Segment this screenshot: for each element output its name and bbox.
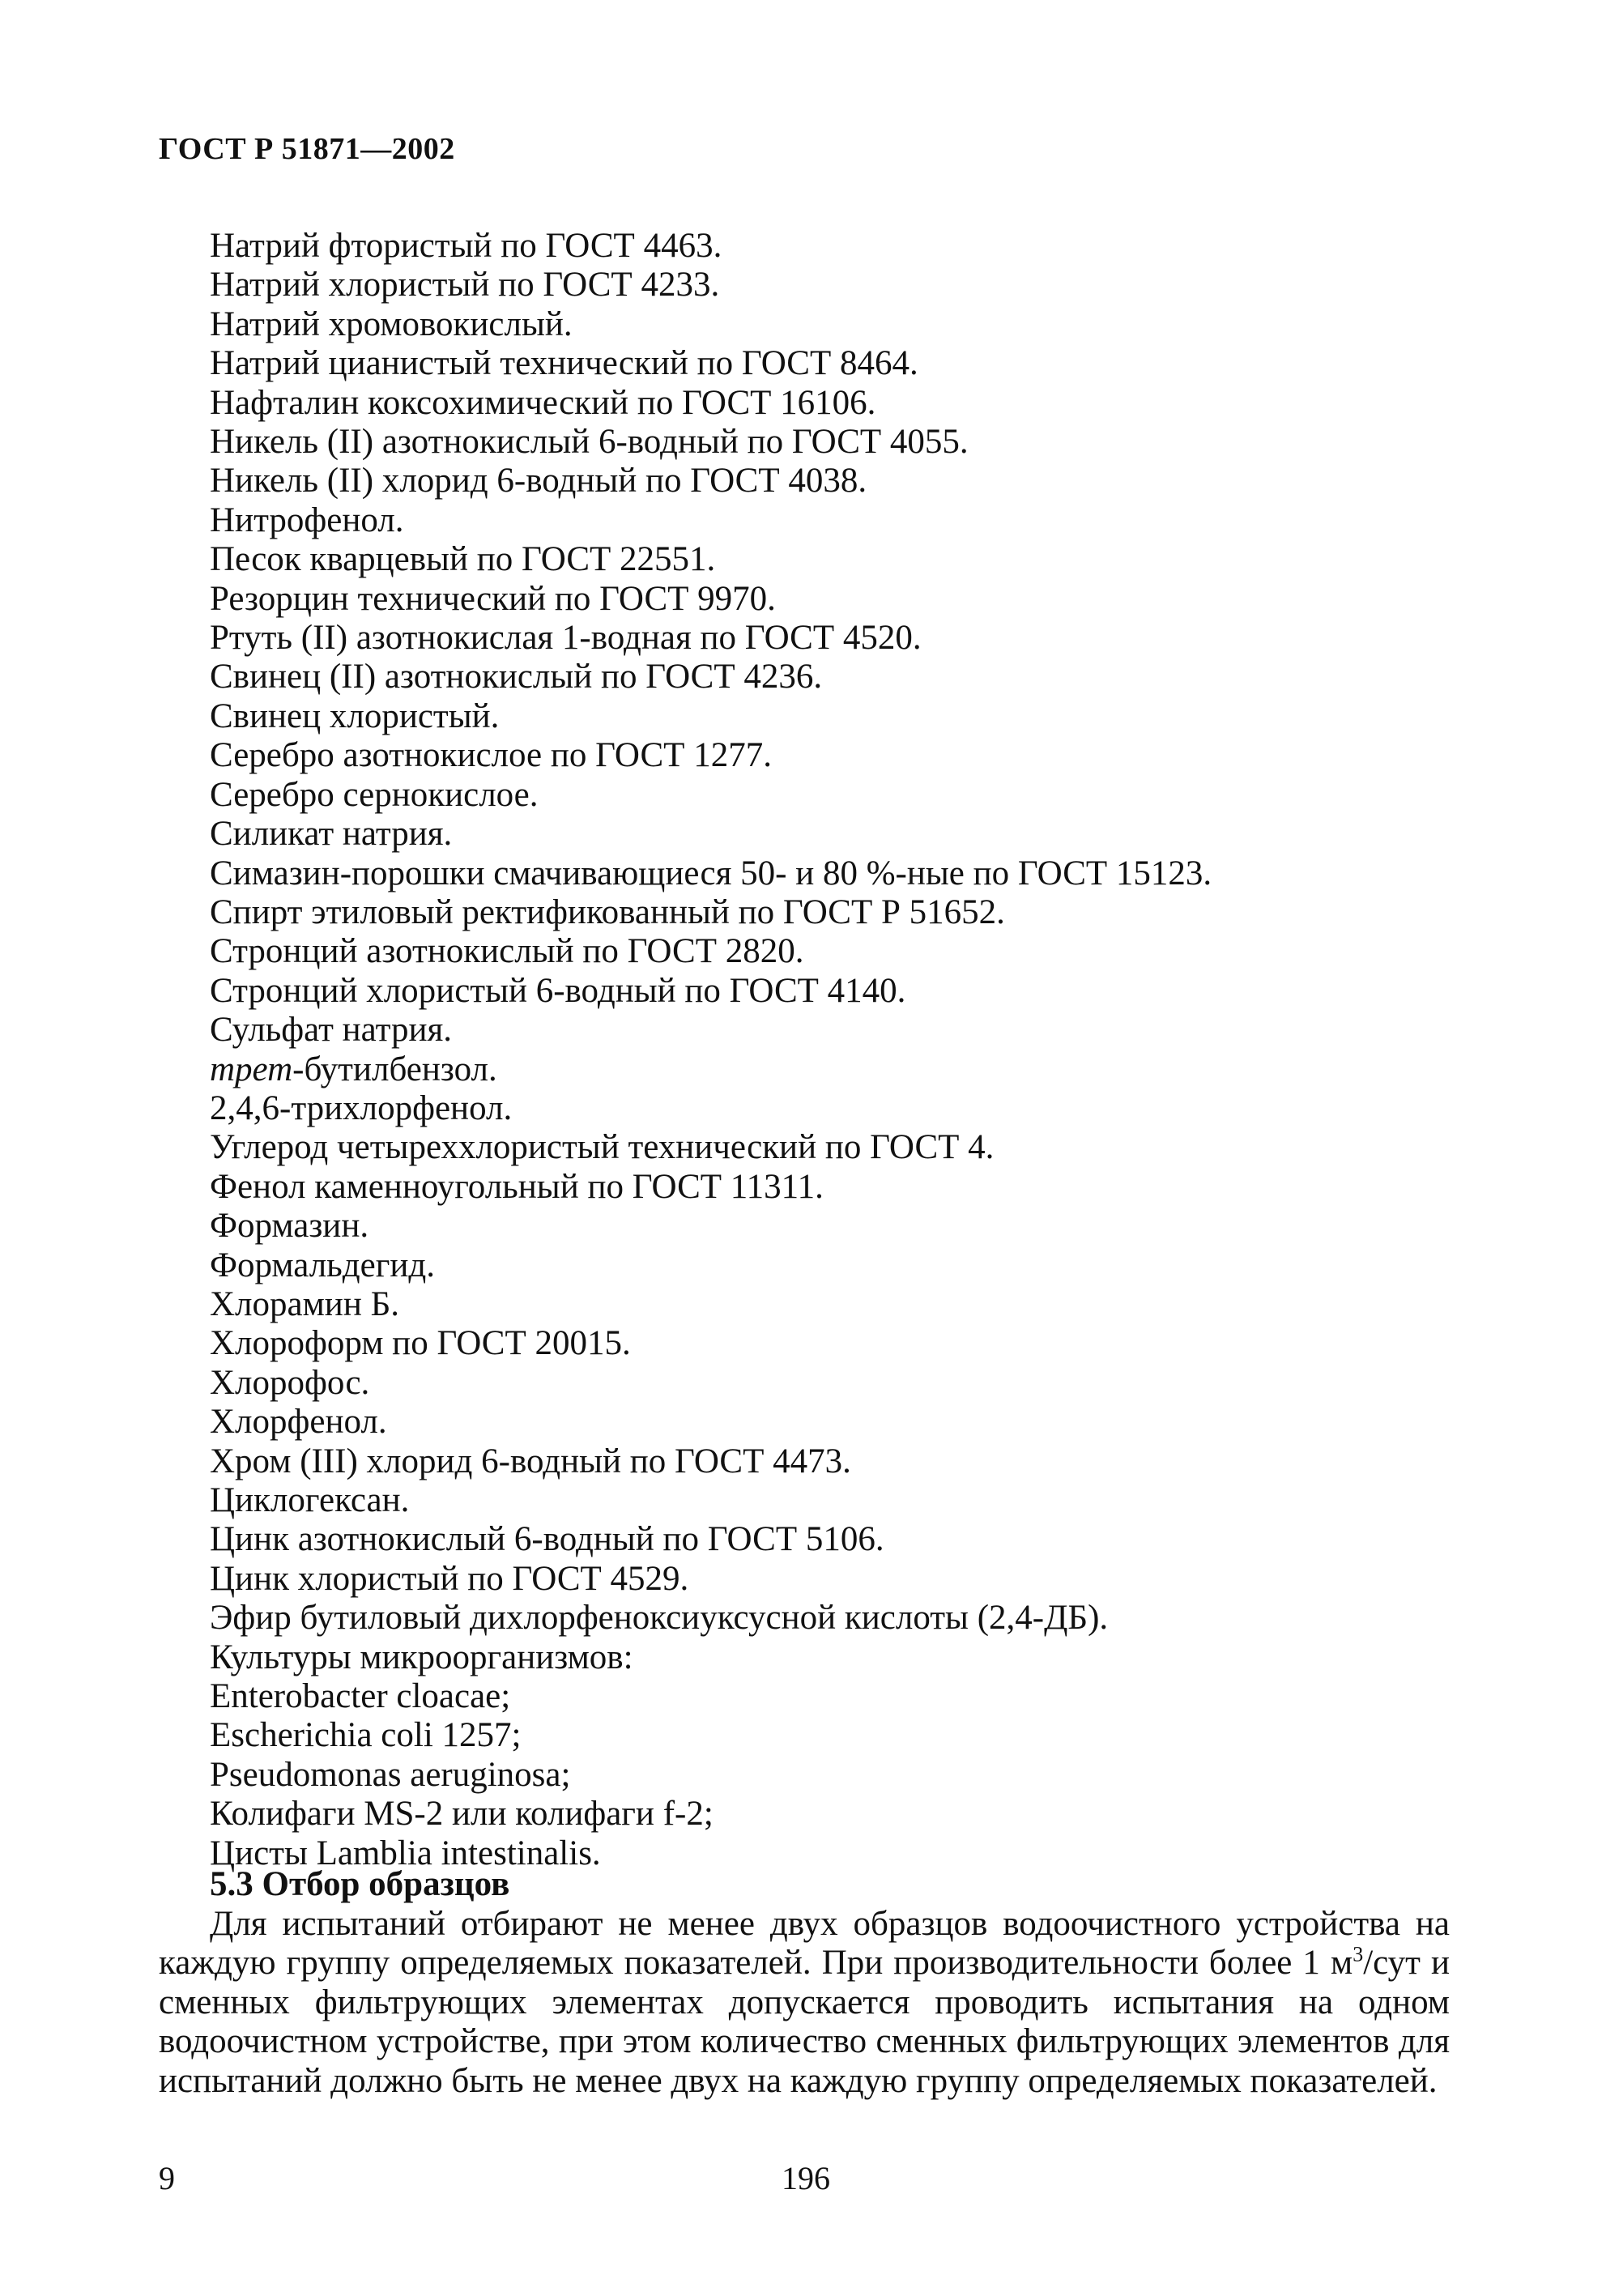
list-item: Хлорамин Б.: [210, 1284, 400, 1323]
body-paragraph: [159, 1905, 1450, 2101]
list-item: Хлороформ по ГОСТ 20015.: [210, 1324, 631, 1363]
list-item: Силикат натрия.: [210, 815, 453, 854]
list-item: Фенол каменноугольный по ГОСТ 11311.: [210, 1167, 824, 1206]
list-item: Симазин-порошки смачивающиеся 50- и 80 %-ные по ГОСТ 15123.: [210, 854, 1212, 892]
paragraph-part-1: Для испытаний отбирают не менее двух образцов водоочистного устройства на каждую группу определяемых показателей. При производительности более 1 м: [159, 1905, 1450, 1983]
tert-rest: -бутилбензол.: [292, 1050, 497, 1088]
list-item: Хлорфенол.: [210, 1403, 387, 1442]
list-item: Цинк хлористый по ГОСТ 4529.: [210, 1559, 689, 1598]
list-item: Escherichia coli 1257;: [210, 1716, 522, 1755]
list-item: Колифаги MS-2 или колифаги f-2;: [210, 1795, 714, 1834]
document-number: 196: [782, 2160, 830, 2196]
list-item: Спирт этиловый ректификованный по ГОСТ Р 51652.: [210, 892, 1005, 931]
list-item: Хром (III) хлорид 6-водный по ГОСТ 4473.: [210, 1442, 851, 1480]
list-item: Цисты Lamblia intestinalis.: [210, 1834, 601, 1872]
list-item-tert: [210, 1050, 1212, 1089]
paragraph-part-2: /сут и сменных фильтрующих элементах допускается проводить испытания на одном водоочистном устройстве, при этом количество сменных фильтрующих элементов для испытаний должно быть не менее двух на каждую группу определяемых показателей.: [159, 1944, 1450, 2100]
list-item: Циклогексан.: [210, 1481, 410, 1519]
list-item: Цинк азотнокислый 6-водный по ГОСТ 5106.: [210, 1520, 884, 1559]
superscript: 3: [1353, 1943, 1364, 1967]
list-item: Углерод четыреххлористый технический по ГОСТ 4.: [210, 1128, 995, 1167]
list-item: Серебро сернокислое.: [210, 775, 539, 814]
list-item: Культуры микроорганизмов:: [210, 1638, 633, 1676]
list-item: Натрий цианистый технический по ГОСТ 8464.: [210, 344, 918, 383]
list-item: Enterobacter cloacae;: [210, 1677, 511, 1716]
list-item: Ртуть (II) азотнокислая 1-водная по ГОСТ 4520.: [210, 619, 922, 658]
list-item: Свинец хлористый.: [210, 696, 500, 735]
page-number: 9: [159, 2160, 175, 2196]
list-item: Формальдегид.: [210, 1246, 436, 1284]
list-item: Эфир бутиловый дихлорфеноксиуксусной кислоты (2,4-ДБ).: [210, 1599, 1109, 1638]
list-item: Натрий хромовокислый.: [210, 305, 573, 343]
list-item: Сульфат натрия.: [210, 1011, 453, 1050]
list-item: 2,4,6-трихлорфенол.: [210, 1088, 513, 1127]
list-item: Хлорофос.: [210, 1363, 370, 1402]
paragraph-text: [159, 1905, 1450, 2101]
list-item: Песок кварцевый по ГОСТ 22551.: [210, 540, 716, 579]
list-item: Pseudomonas aeruginosa;: [210, 1755, 571, 1794]
list-item: Натрий хлористый по ГОСТ 4233.: [210, 266, 720, 305]
list-item: Свинец (II) азотнокислый по ГОСТ 4236.: [210, 658, 823, 696]
reagent-list: [210, 227, 1212, 1873]
list-item: Стронций азотнокислый по ГОСТ 2820.: [210, 932, 804, 971]
list-item: Серебро азотнокислое по ГОСТ 1277.: [210, 736, 772, 775]
list-item: Никель (II) хлорид 6-водный по ГОСТ 4038.: [210, 462, 867, 501]
list-item: Резорцин технический по ГОСТ 9970.: [210, 579, 776, 618]
list-item: Никель (II) азотнокислый 6-водный по ГОСТ 4055.: [210, 423, 969, 462]
list-item: Формазин.: [210, 1207, 369, 1246]
list-item: Нафталин коксохимический по ГОСТ 16106.: [210, 383, 876, 422]
page-header: ГОСТ Р 51871—2002: [159, 132, 455, 166]
list-item: Нитрофенол.: [210, 501, 404, 539]
tert-prefix: трет: [210, 1050, 293, 1088]
section-title: 5.3 Отбор образцов: [210, 1865, 510, 1903]
list-item: Натрий фтористый по ГОСТ 4463.: [210, 227, 722, 265]
list-item: Стронций хлористый 6-водный по ГОСТ 4140.: [210, 971, 906, 1010]
